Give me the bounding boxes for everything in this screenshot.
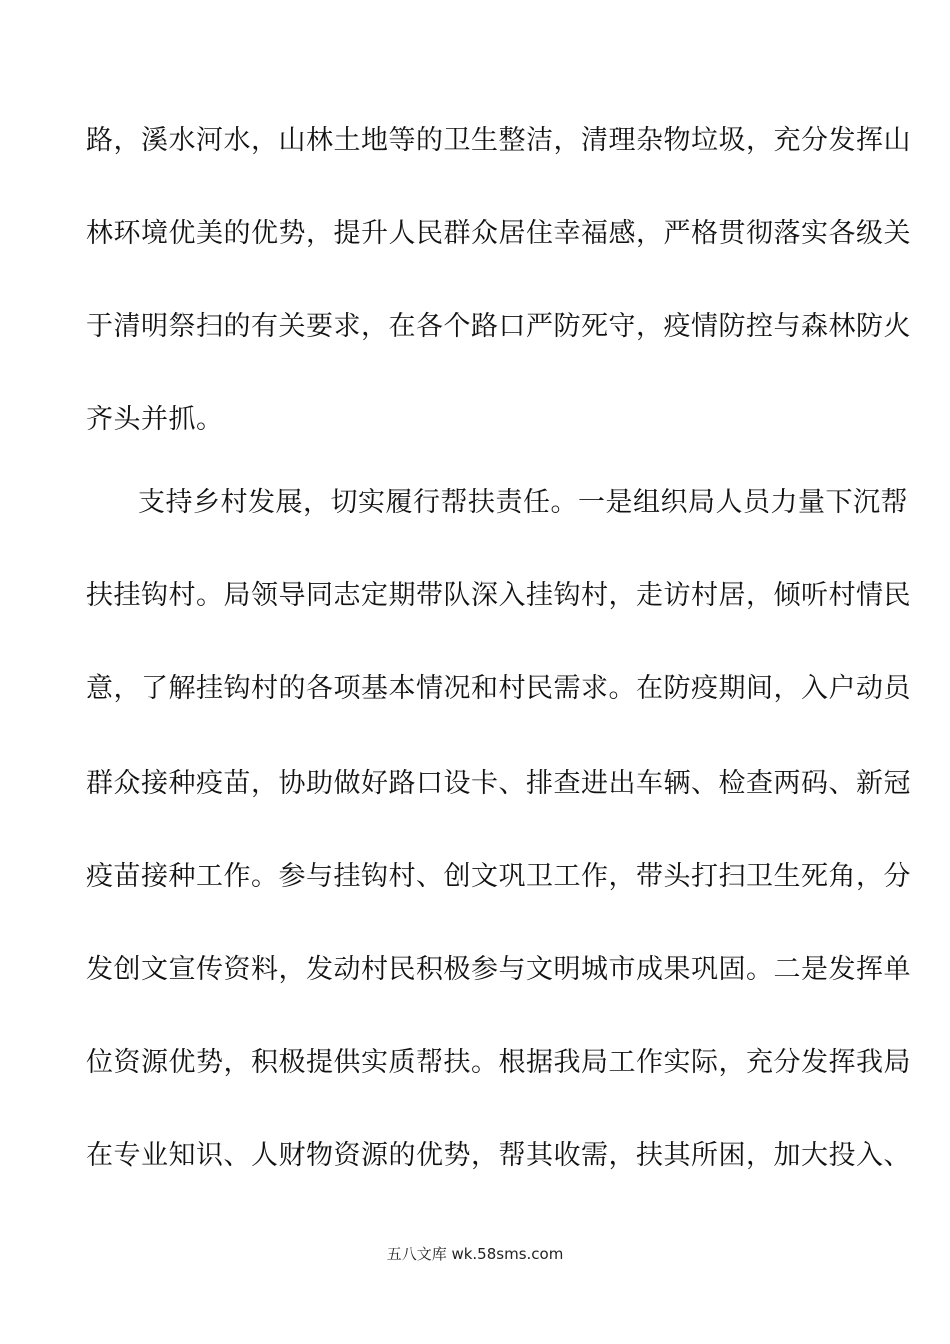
- body-text-line: 林环境优美的优势，提升人民群众居住幸福感，严格贯彻落实各级关: [86, 218, 911, 249]
- body-text-line: 疫苗接种工作。参与挂钩村、创文巩卫工作，带头打扫卫生死角，分: [86, 861, 911, 892]
- body-text-line: 发创文宣传资料，发动村民积极参与文明城市成果巩固。二是发挥单: [86, 954, 911, 985]
- body-text-line: 扶挂钩村。局领导同志定期带队深入挂钩村，走访村居，倾听村情民: [86, 580, 911, 611]
- body-text-line: 在专业知识、人财物资源的优势，帮其收需，扶其所困，加大投入、: [86, 1140, 911, 1171]
- body-text-line: 齐头并抓。: [86, 404, 224, 435]
- body-text-line: 路，溪水河水，山林土地等的卫生整洁，清理杂物垃圾，充分发挥山: [86, 125, 911, 156]
- body-text-line: 于清明祭扫的有关要求，在各个路口严防死守，疫情防控与森林防火: [86, 311, 911, 342]
- paragraph-first-line: 支持乡村发展，切实履行帮扶责任。一是组织局人员力量下沉帮: [138, 487, 908, 518]
- body-text-line: 位资源优势，积极提供实质帮扶。根据我局工作实际，充分发挥我局: [86, 1047, 911, 1078]
- body-text-line: 意，了解挂钩村的各项基本情况和村民需求。在防疫期间，入户动员: [86, 673, 911, 704]
- body-text-line: 群众接种疫苗，协助做好路口设卡、排查进出车辆、检查两码、新冠: [86, 768, 911, 799]
- page-footer-watermark: 五八文库 wk.58sms.com: [386, 1245, 564, 1263]
